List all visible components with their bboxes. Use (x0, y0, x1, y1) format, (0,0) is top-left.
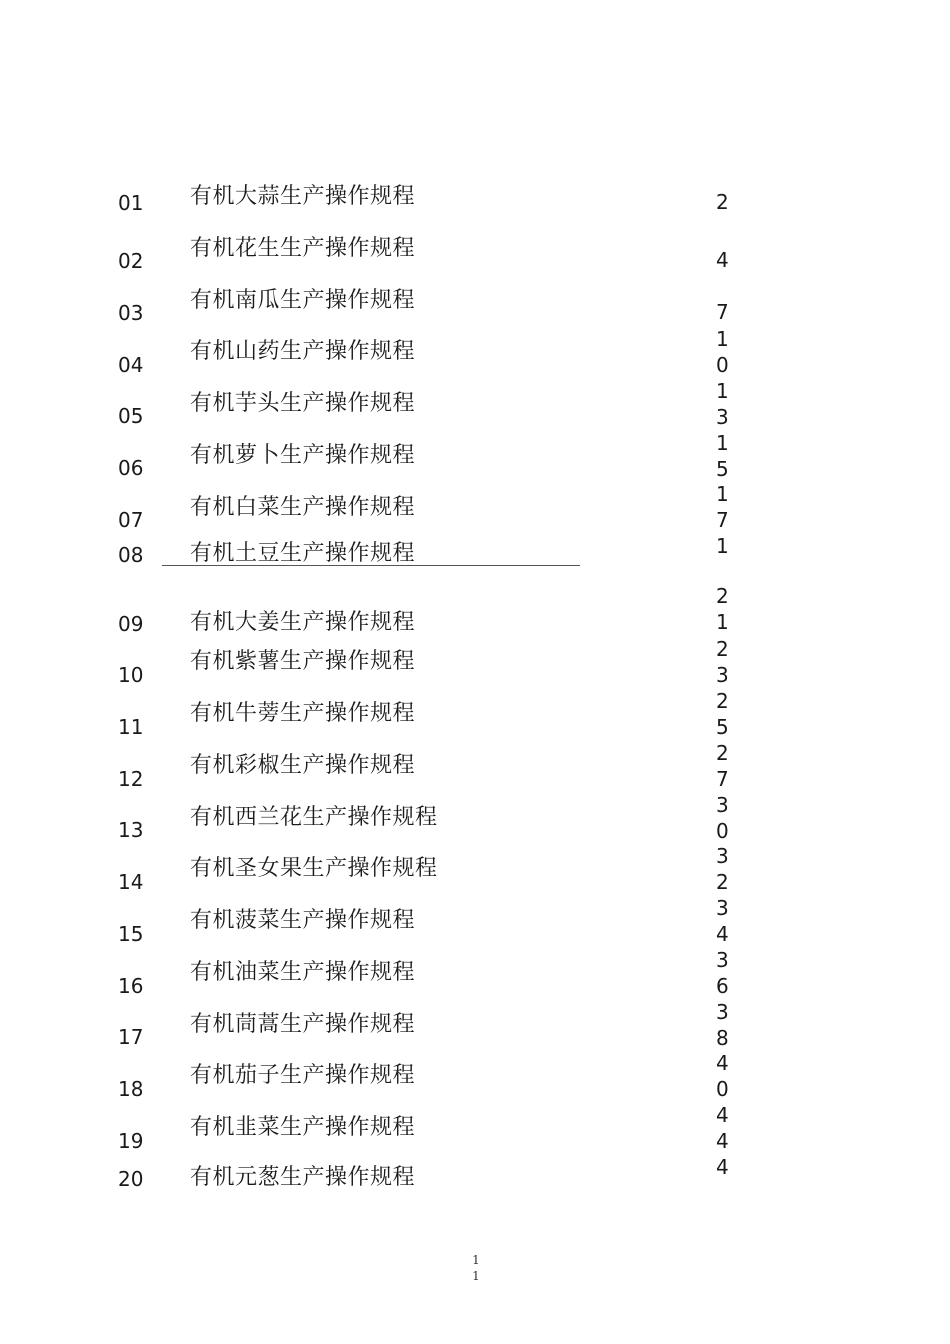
toc-page: 40 (716, 1051, 729, 1101)
toc-page: 4 (716, 1155, 729, 1179)
toc-page: 10 (716, 327, 729, 377)
toc-page: 32 (716, 844, 729, 894)
toc-page: 34 (716, 896, 729, 946)
toc-page: 30 (716, 793, 729, 843)
toc-number: 09 (118, 612, 144, 636)
toc-page: 27 (716, 741, 729, 791)
toc-title[interactable]: 有机茼蒿生产操作规程 (190, 1012, 416, 1037)
toc-title[interactable]: 有机南瓜生产操作规程 (190, 288, 416, 313)
toc-number: 15 (118, 922, 144, 946)
toc-title[interactable]: 有机山药生产操作规程 (190, 339, 416, 364)
toc-number: 20 (118, 1167, 144, 1191)
toc-number: 02 (118, 249, 144, 273)
section-divider (162, 565, 580, 566)
toc-number: 07 (118, 508, 144, 532)
toc-page: 23 (716, 637, 729, 687)
toc-number: 04 (118, 353, 144, 377)
toc-page: 36 (716, 948, 729, 998)
toc-title[interactable]: 有机圣女果生产操作规程 (190, 856, 438, 881)
toc-title[interactable]: 有机芋头生产操作规程 (190, 391, 416, 416)
toc-title[interactable]: 有机彩椒生产操作规程 (190, 753, 416, 778)
toc-number: 03 (118, 301, 144, 325)
toc-number: 05 (118, 404, 144, 428)
toc-number: 08 (118, 543, 144, 567)
toc-title[interactable]: 有机油菜生产操作规程 (190, 960, 416, 985)
toc-title[interactable]: 有机紫薯生产操作规程 (190, 649, 416, 674)
toc-number: 11 (118, 715, 144, 739)
toc-title[interactable]: 有机元葱生产操作规程 (190, 1165, 416, 1190)
toc-number: 01 (118, 191, 144, 215)
toc-page: 44 (716, 1103, 729, 1153)
toc-page: 15 (716, 431, 729, 481)
toc-title[interactable]: 有机大蒜生产操作规程 (190, 184, 416, 209)
toc-page: 13 (716, 379, 729, 429)
toc-page: 38 (716, 1000, 729, 1050)
toc-number: 12 (118, 767, 144, 791)
toc-number: 10 (118, 663, 144, 687)
toc-title[interactable]: 有机萝卜生产操作规程 (190, 443, 416, 468)
toc-page: 7 (716, 300, 729, 324)
toc-number: 06 (118, 456, 144, 480)
toc-page: 1 (716, 534, 729, 558)
toc-number: 19 (118, 1129, 144, 1153)
toc-page: 4 (716, 248, 729, 272)
toc-number: 14 (118, 870, 144, 894)
toc-page: 17 (716, 482, 729, 532)
toc-title[interactable]: 有机牛蒡生产操作规程 (190, 701, 416, 726)
toc-page: 21 (716, 584, 729, 634)
toc-number: 13 (118, 818, 144, 842)
toc-number: 16 (118, 974, 144, 998)
toc-number: 17 (118, 1025, 144, 1049)
toc-title[interactable]: 有机茄子生产操作规程 (190, 1063, 416, 1088)
toc-page: 2 (716, 190, 729, 214)
page-number-footer: 11 (472, 1253, 480, 1283)
toc-title[interactable]: 有机大姜生产操作规程 (190, 610, 416, 635)
toc-title[interactable]: 有机白菜生产操作规程 (190, 495, 416, 520)
toc-title[interactable]: 有机花生生产操作规程 (190, 236, 416, 261)
toc-title[interactable]: 有机韭菜生产操作规程 (190, 1115, 416, 1140)
toc-title[interactable]: 有机西兰花生产操作规程 (190, 805, 438, 830)
toc-title[interactable]: 有机菠菜生产操作规程 (190, 908, 416, 933)
toc-number: 18 (118, 1077, 144, 1101)
toc-title[interactable]: 有机土豆生产操作规程 (190, 541, 416, 566)
toc-page: 25 (716, 689, 729, 739)
